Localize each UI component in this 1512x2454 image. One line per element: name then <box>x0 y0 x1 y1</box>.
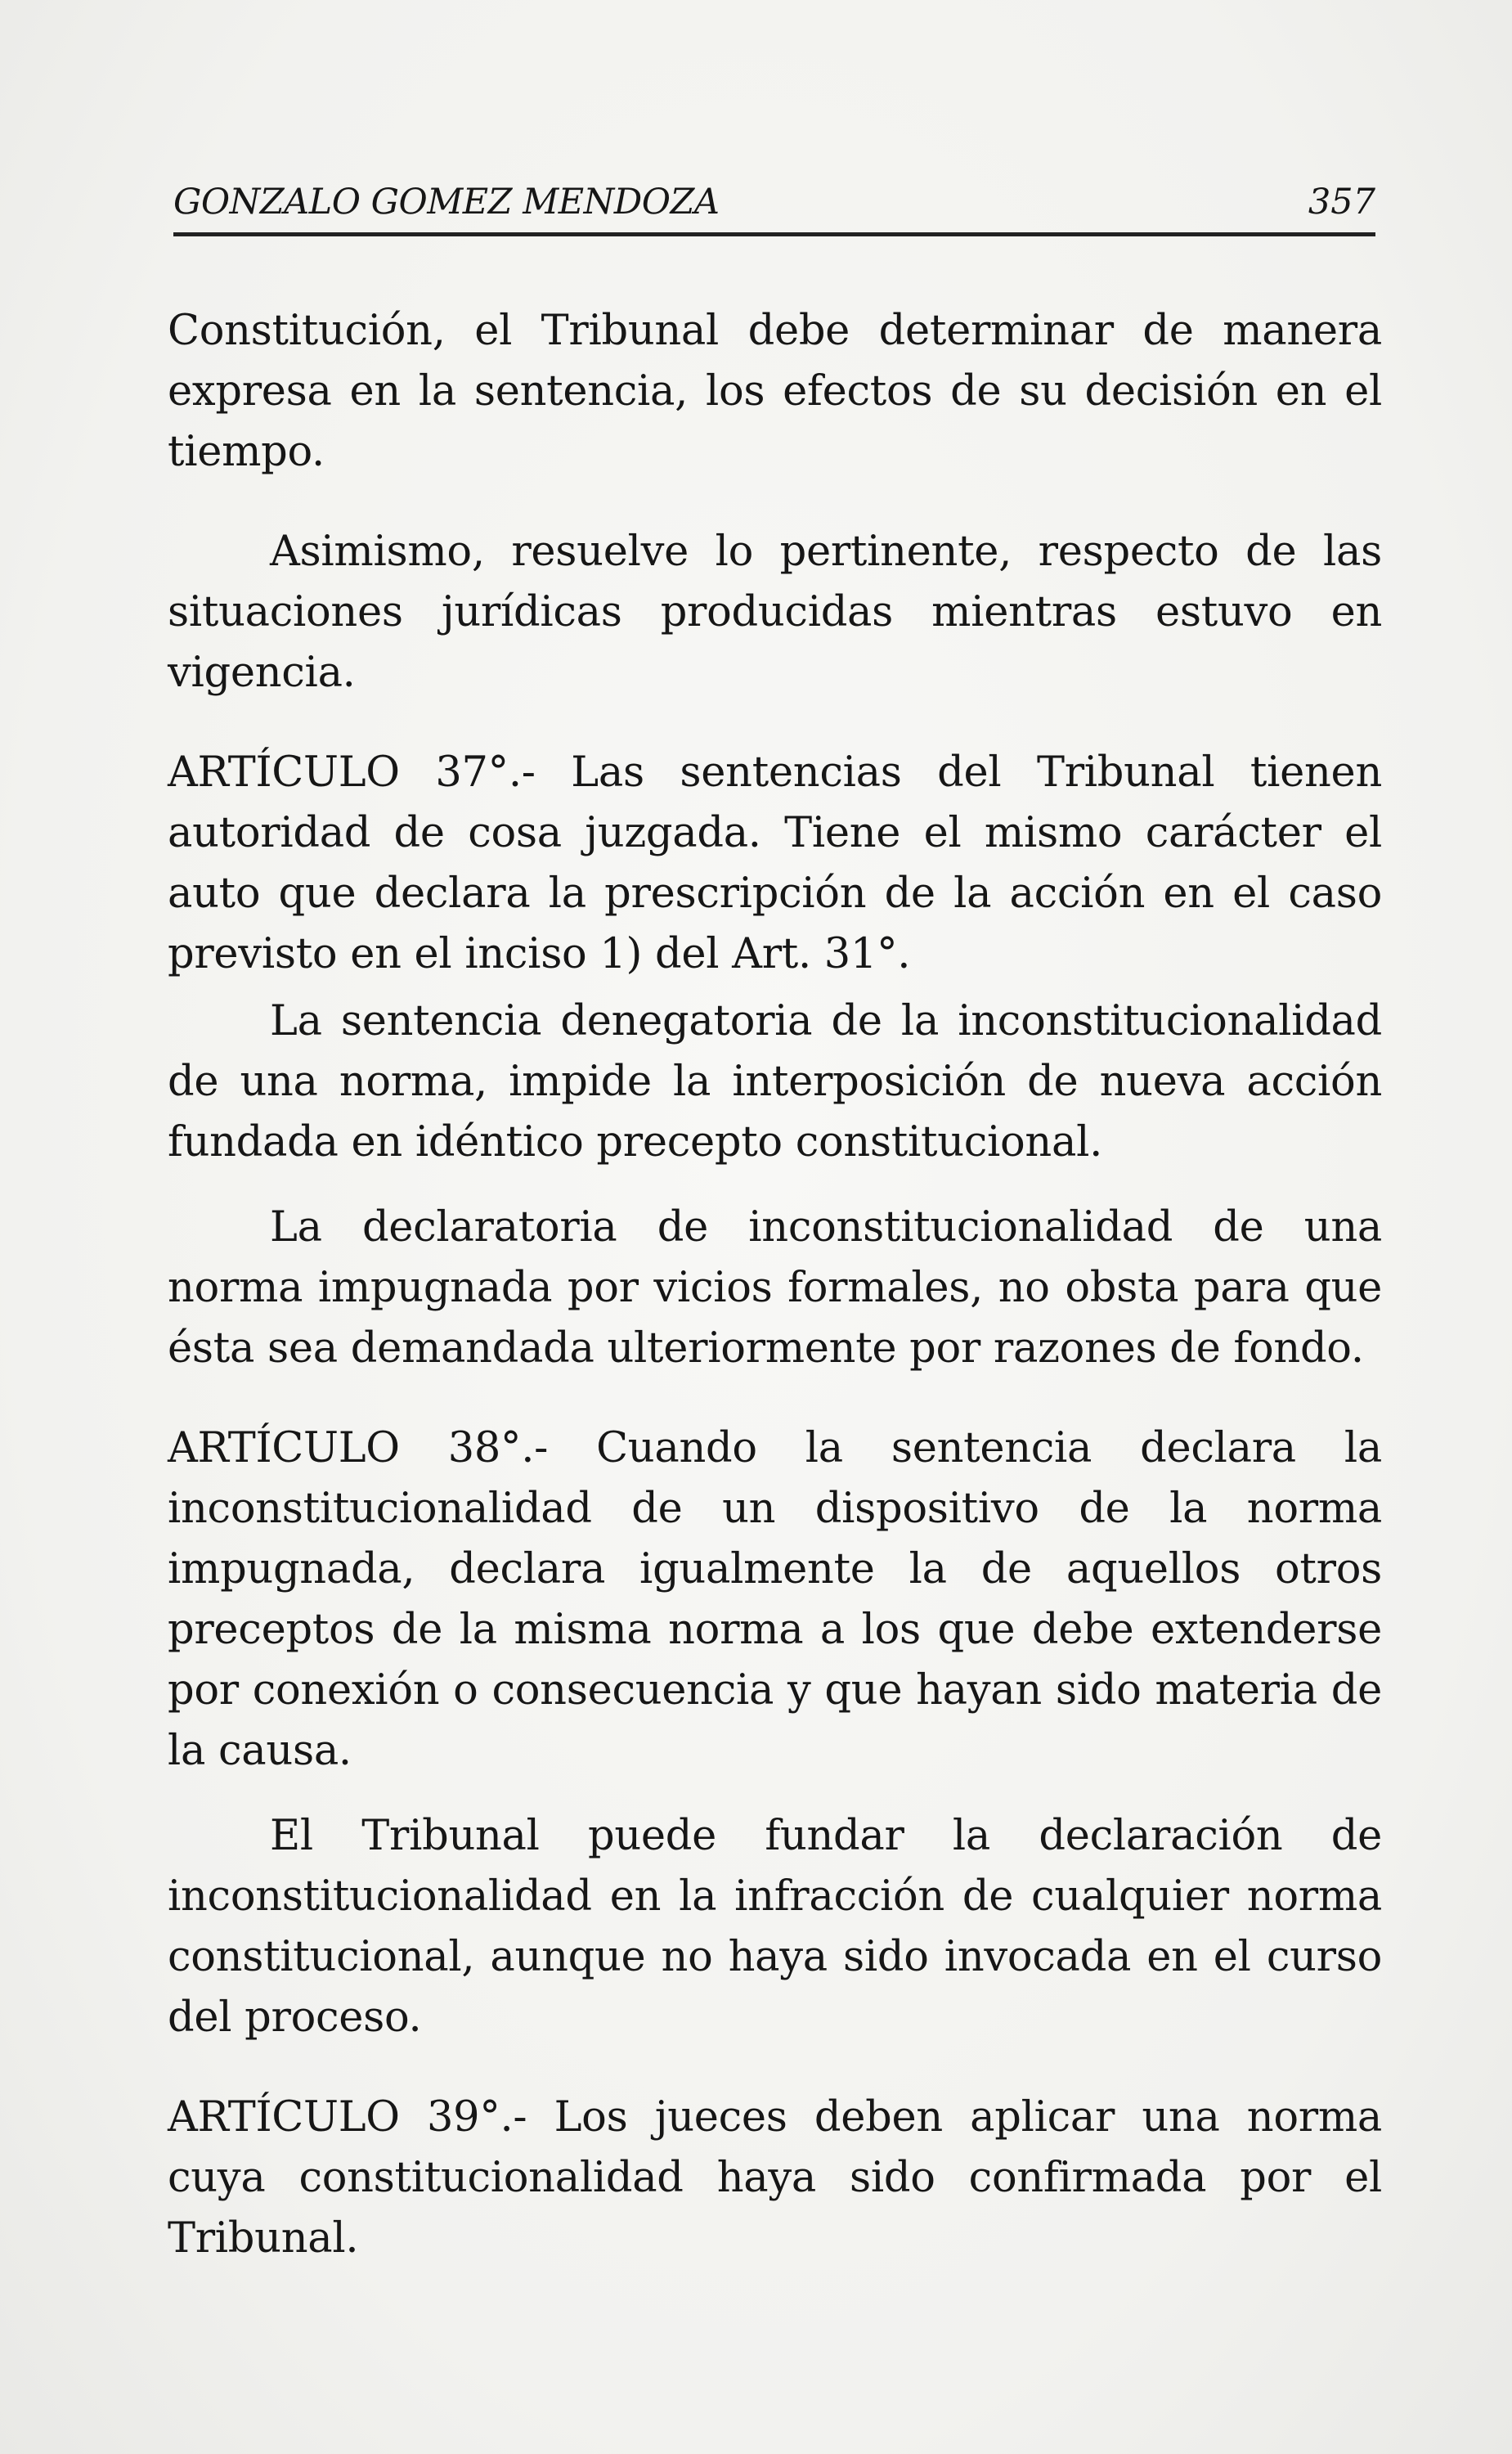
running-header <box>173 182 1375 236</box>
paragraph-37-3: La declaratoria de inconstitucionalidad de una norma impugnada por vicios formales, no obsta para que ésta sea demandada ulteriormente por razones de fondo. <box>168 1203 1382 1373</box>
paragraph-38-2: El Tribunal puede fundar la declaración de inconstitucionalidad en la infracción de cualquier norma constitucional, aunque no haya sido invocada en el curso del proceso. <box>168 1812 1382 2042</box>
header-rule <box>173 232 1375 236</box>
paragraph-2: Asimismo, resuelve lo pertinente, respecto de las situaciones jurídicas producidas mientras estuvo en vigencia. <box>168 528 1382 697</box>
running-header-author: GONZALO GOMEZ MENDOZA <box>173 182 720 222</box>
article-37: ARTÍCULO 37°.- Las sentencias del Tribunal tienen autoridad de cosa juzgada. Tiene el mismo carácter el auto que declara la prescripción de la acción en el caso previsto en el inciso 1) del Art. 31°. <box>168 748 1382 978</box>
paragraph-1: Constitución, el Tribunal debe determinar de manera expresa en la sentencia, los efectos de su decisión en el tiempo. <box>168 307 1382 476</box>
paragraph-37-2: La sentencia denegatoria de la inconstitucionalidad de una norma, impide la interposición de nueva acción fundada en idéntico precepto constitucional. <box>168 997 1382 1166</box>
page-number: 357 <box>1308 182 1375 222</box>
page-body <box>168 301 1382 2269</box>
article-38: ARTÍCULO 38°.- Cuando la sentencia declara la inconstitucionalidad de un dispositivo de la norma impugnada, declara igualmente la de aquellos otros preceptos de la misma norma a los que debe extenderse por conexión o consecuencia y que hayan sido materia de la causa. <box>168 1424 1382 1775</box>
article-39: ARTÍCULO 39°.- Los jueces deben aplicar una norma cuya constitucionalidad haya sido confirmada por el Tribunal. <box>168 2093 1382 2263</box>
